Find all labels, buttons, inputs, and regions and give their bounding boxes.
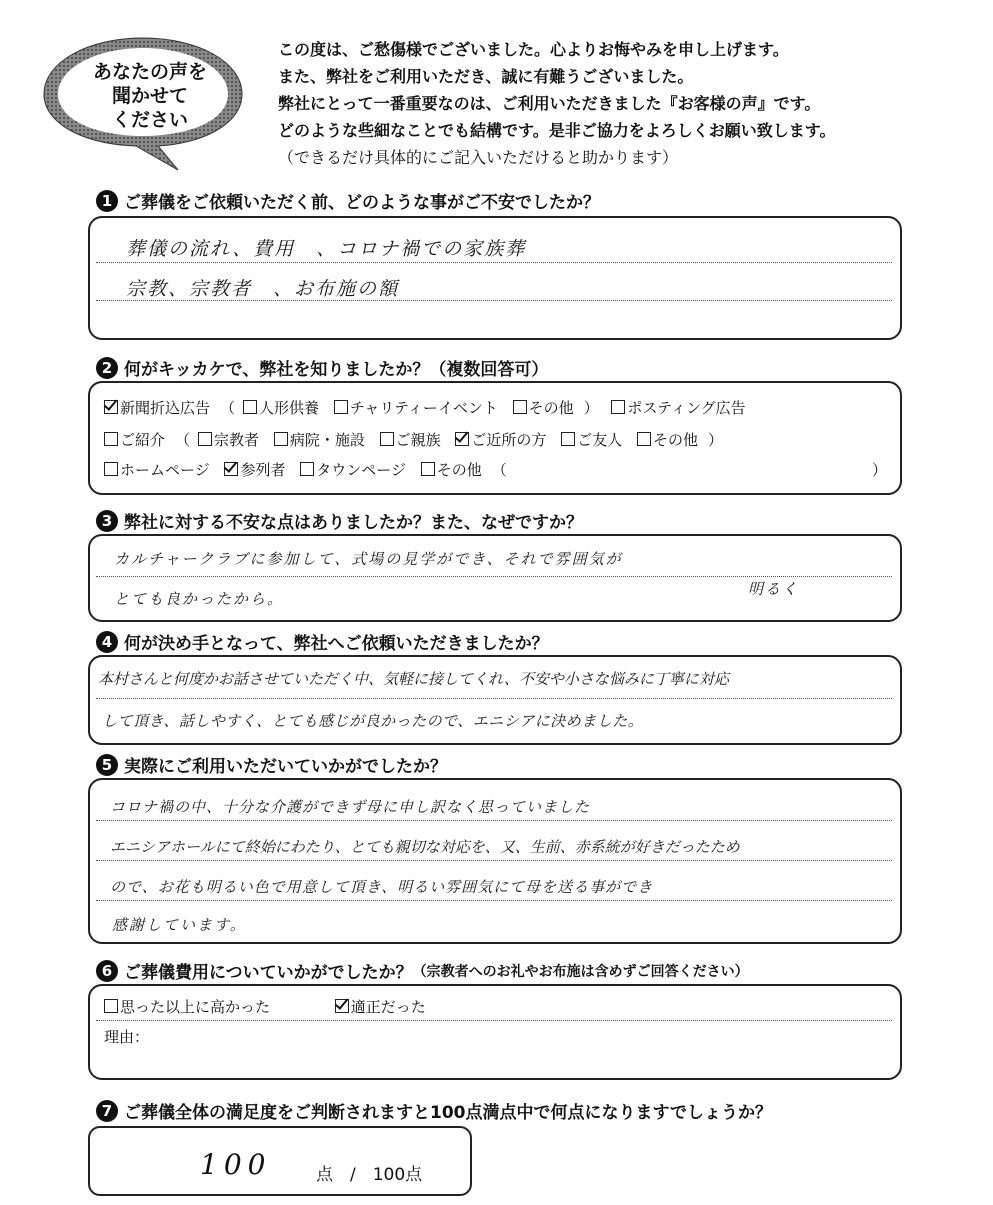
option-label: ご紹介 [120, 431, 166, 449]
option-label: タウンページ [316, 461, 406, 479]
checkbox-icon[interactable] [198, 432, 212, 446]
checkbox-icon[interactable] [380, 432, 394, 446]
checkbox-icon[interactable] [421, 462, 435, 476]
handwritten-answer: コロナ禍の中、十分な介護ができず母に申し訳なく思っていました [110, 798, 591, 816]
option-referral[interactable] [104, 429, 165, 450]
option-relatives[interactable] [380, 429, 441, 450]
question-3-heading [96, 508, 583, 533]
bubble-line: 聞かせて [111, 85, 188, 107]
option-newspaper[interactable] [104, 397, 210, 418]
checkbox-icon[interactable] [274, 432, 288, 446]
checkbox-icon[interactable] [611, 400, 625, 414]
option-townpage[interactable] [300, 459, 406, 480]
ruled-line [96, 820, 892, 821]
paren-open: （ [220, 399, 236, 417]
option-row [104, 996, 436, 1017]
intro-line: この度は、ご愁傷様でございました。心よりお悔やみを申し上げます。 [278, 40, 789, 59]
question-number: 1 [96, 190, 118, 212]
option-label: 新聞折込広告 [120, 399, 211, 417]
option-label: 病院・施設 [289, 431, 365, 449]
option-friends[interactable] [561, 429, 622, 450]
option-posting[interactable] [611, 397, 745, 418]
ruled-line [96, 860, 892, 861]
question-title: 実際にご利用いただいていかがでしたか？ [124, 757, 447, 777]
ruled-line [96, 1020, 892, 1021]
checkbox-icon[interactable] [300, 462, 314, 476]
question-title: ご葬儀費用についていかがでしたか？ [124, 963, 413, 983]
option-label: その他 [528, 399, 574, 417]
intro-line: また、弊社をご利用いただき、誠に有難うございました。 [278, 67, 694, 86]
checkbox-checked-icon[interactable] [224, 462, 238, 476]
option-doll-memorial[interactable] [243, 397, 319, 418]
checkbox-icon[interactable] [334, 400, 348, 414]
handwritten-answer: 宗教、宗教者 、お布施の額 [126, 278, 400, 300]
ruled-line [96, 900, 892, 901]
question-6-heading [96, 958, 749, 983]
option-homepage[interactable] [104, 459, 210, 480]
option-other[interactable] [513, 397, 574, 418]
option-label: 宗教者 [214, 431, 260, 449]
option-religious[interactable] [198, 429, 259, 450]
paren-close: ） [583, 399, 599, 417]
checkbox-checked-icon[interactable] [455, 432, 469, 446]
intro-line: 弊社にとって一番重要なのは、ご利用いただきました『お客様の声』です。 [278, 94, 821, 113]
handwritten-score: 100 [200, 1148, 272, 1181]
handwritten-answer: して頂き、話しやすく、とても感じが良かったので、エニシアに決めました。 [102, 712, 644, 730]
bubble-title [72, 60, 228, 132]
question-title: ご葬儀をご依頼いただく前、どのような事がご不安でしたか？ [124, 193, 600, 213]
option-neighbors[interactable] [455, 429, 546, 450]
handwritten-correction: 明るく [748, 580, 800, 598]
handwritten-answer: エニシアホールにて終始にわたり、とても親切な対応を、又、生前、赤系統が好きだったため [110, 838, 740, 856]
question-1-heading [96, 188, 600, 213]
handwritten-answer: 本村さんと何度かお話させていただく中、気軽に接してくれ、不安や小さな悩みに丁寧に対応 [98, 670, 729, 688]
question-5-heading [96, 752, 447, 777]
question-title: 何が決め手となって、弊社へご依頼いただきましたか？ [124, 634, 549, 654]
question-title: ご葬儀全体の満足度をご判断されますと100点満点中で何点になりますでしょうか？ [124, 1103, 772, 1123]
option-other-3[interactable] [421, 459, 482, 480]
intro-line: どのような些細なことでも結構です。是非ご協力をよろしくお願い致します。 [278, 121, 836, 140]
option-too-expensive[interactable] [104, 996, 270, 1017]
option-label: ポスティング広告 [627, 399, 746, 417]
question-7-heading [96, 1098, 772, 1123]
intro-text [278, 36, 835, 171]
question-4-heading [96, 629, 549, 654]
paren-close: ） [708, 431, 724, 449]
question-note: （宗教者へのお礼やお布施は含めずご回答ください） [412, 963, 749, 980]
checkbox-icon[interactable] [513, 400, 527, 414]
ruled-line [96, 698, 892, 699]
question-title: 何がキッカケで、弊社を知りましたか？（複数回答可） [124, 360, 549, 380]
question-number: 7 [96, 1100, 118, 1122]
score-unit: 点 / 100点 [316, 1165, 423, 1185]
handwritten-answer: カルチャークラブに参加して、式場の見学ができ、それで雰囲気が [114, 550, 623, 568]
option-appropriate[interactable] [335, 996, 426, 1017]
ruled-line [96, 576, 892, 577]
handwritten-answer: ので、お花も明るい色で用意して頂き、明るい雰囲気にて母を送る事ができ [110, 878, 654, 896]
option-row [104, 429, 731, 450]
handwritten-answer: とても良かったから。 [114, 590, 285, 608]
handwritten-answer: 感謝しています。 [112, 916, 247, 934]
question-number: 2 [96, 357, 118, 379]
checkbox-checked-icon[interactable] [335, 999, 349, 1013]
checkbox-icon[interactable] [104, 432, 118, 446]
checkbox-icon[interactable] [637, 432, 651, 446]
option-label: 参列者 [240, 461, 286, 479]
option-label: ホームページ [120, 461, 210, 479]
paren-open: （ [491, 461, 507, 479]
intro-line: （できるだけ具体的にご記入いただけると助かります） [278, 148, 679, 167]
option-label: 人形供養 [259, 399, 320, 417]
paren-close: ） [872, 461, 888, 479]
question-number: 5 [96, 754, 118, 776]
paren-open: （ [175, 431, 191, 449]
question-number: 6 [96, 960, 118, 982]
option-hospital[interactable] [274, 429, 365, 450]
option-attendee[interactable] [224, 459, 285, 480]
reason-field[interactable] [180, 1024, 880, 1048]
checkbox-checked-icon[interactable] [104, 400, 118, 414]
question-2-heading [96, 355, 548, 380]
handwritten-answer: 葬儀の流れ、費用 、コロナ禍での家族葬 [126, 238, 527, 260]
bubble-line: あなたの声を [92, 61, 207, 83]
option-label: 適正だった [350, 998, 426, 1016]
checkbox-icon[interactable] [243, 400, 257, 414]
ruled-line [96, 262, 892, 263]
question-number: 3 [96, 510, 118, 532]
option-label: ご親族 [395, 431, 441, 449]
option-charity[interactable] [334, 397, 498, 418]
option-label: 思った以上に高かった [120, 998, 271, 1016]
checkbox-icon[interactable] [104, 999, 118, 1013]
option-label: その他 [653, 431, 699, 449]
option-row [104, 397, 756, 418]
option-label: ご友人 [577, 431, 623, 449]
option-row [104, 459, 888, 480]
question-title: 弊社に対する不安な点はありましたか？また、なぜですか？ [124, 513, 583, 533]
reason-label: 理由： [104, 1028, 150, 1046]
question-number: 4 [96, 631, 118, 653]
checkbox-icon[interactable] [561, 432, 575, 446]
option-label: チャリティーイベント [349, 399, 498, 417]
option-label: ご近所の方 [471, 431, 547, 449]
option-label: その他 [436, 461, 482, 479]
bubble-line: ください [111, 109, 188, 131]
checkbox-icon[interactable] [104, 462, 118, 476]
option-other-2[interactable] [637, 429, 698, 450]
